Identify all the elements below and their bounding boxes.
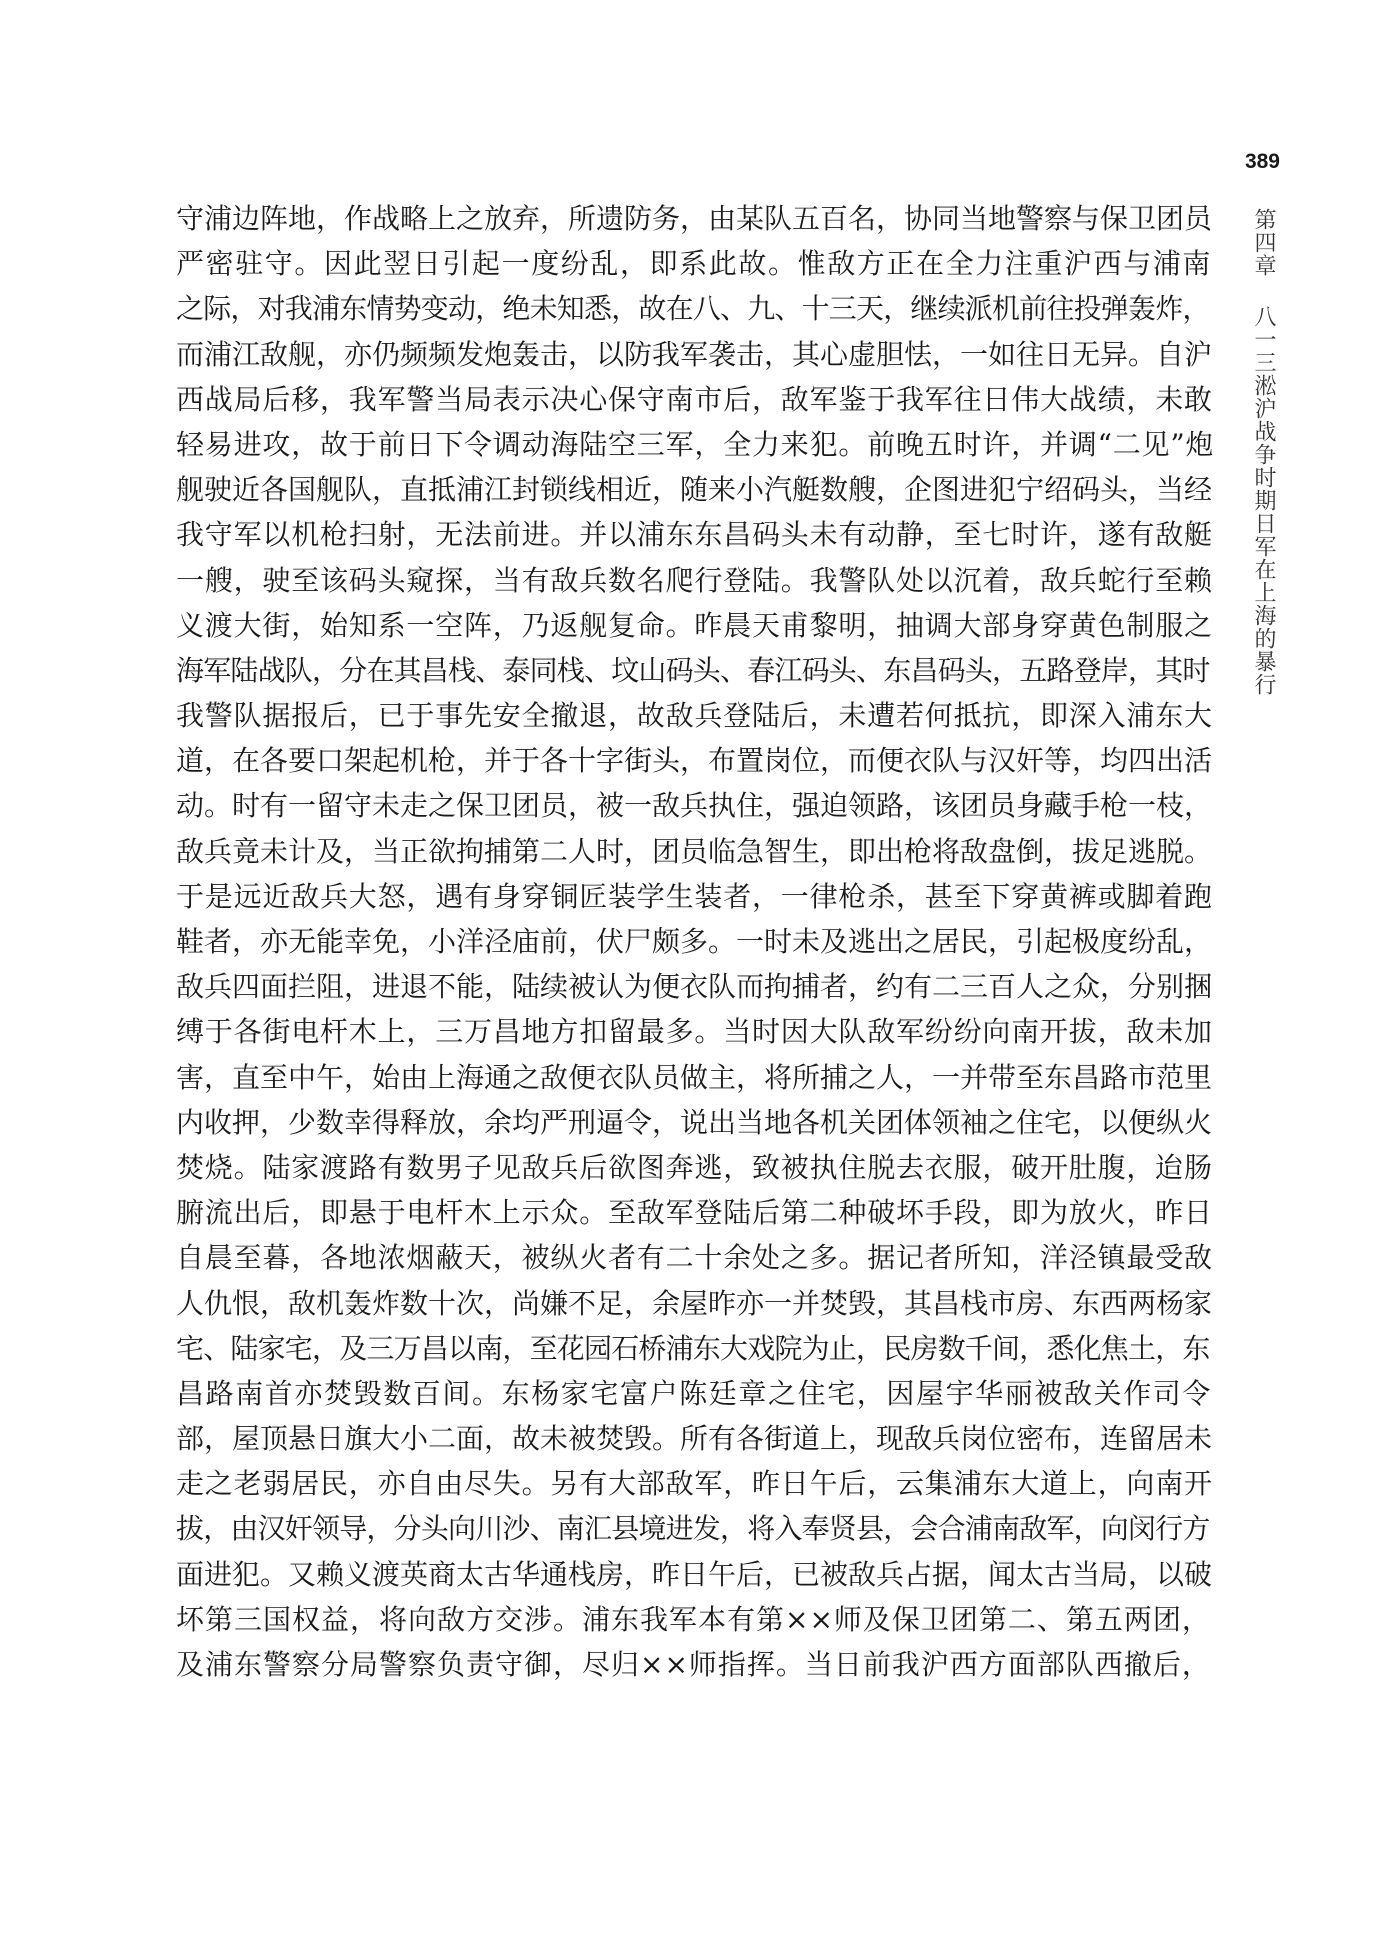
- text-line: 敌兵四面拦阻，进退不能，陆续被认为便衣队而拘捕者，约有二三百人之众，分别捆: [176, 970, 1213, 1004]
- text-line: 动。时有一留守未走之保卫团员，被一敌兵执住，强迫领路，该团员身藏手枪一枝，: [176, 789, 1213, 823]
- text-line: 敌兵竟未计及，当正欲拘捕第二人时，团员临急智生，即出枪将敌盘倒，拔足逃脱。: [176, 834, 1213, 868]
- running-head: [1238, 208, 1278, 696]
- text-line: 我警队据报后，已于事先安全撤退，故敌兵登陆后，未遭若何抵抗，即深入浦东大: [176, 699, 1213, 733]
- text-line: 及浦东警察分局警察负责守御，尽归××师指挥。当日前我沪西方面部队西撤后，: [176, 1648, 1211, 1681]
- text-line: 自晨至暮，各地浓烟蔽天，被纵火者有二十余处之多。据记者所知，洋泾镇最受敌: [176, 1241, 1213, 1275]
- body-text: [176, 196, 1216, 1687]
- text-line: 守浦边阵地，作战略上之放弃，所遗防务，由某队五百名，协同当地警察与保卫团员: [176, 202, 1213, 235]
- text-line: 部，屋顶悬日旗大小二面，故未被焚毁。所有各街道上，现敌兵岗位密布，连留居未: [176, 1422, 1213, 1456]
- chapter-label: 第四章: [1251, 208, 1276, 277]
- text-line: 内收押，少数幸得释放，余均严刑逼令，说出当地各机关团体领袖之住宅，以便纵火: [176, 1105, 1213, 1139]
- text-line: 昌路南首亦焚毁数百间。东杨家宅富户陈廷章之住宅，因屋宇华丽被敌关作司令: [176, 1376, 1213, 1410]
- text-line: 腑流出后，即悬于电杆木上示众。至敌军登陆后第二种破坏手段，即为放火，昨日: [176, 1196, 1213, 1230]
- text-line: 而浦江敌舰，亦仍频频发炮轰击，以防我军袭击，其心虚胆怯，一如往日无异。自沪: [176, 337, 1213, 371]
- text-line: 之际，对我浦东情势变动，绝未知悉，故在八、九、十三天，继续派机前往投弹轰炸，: [176, 292, 1210, 326]
- text-line: 一艘，驶至该码头窥探，当有敌兵数名爬行登陆。我警队处以沉着，敌兵蛇行至赖: [176, 563, 1213, 597]
- text-line: 拔，由汉奸领导，分头向川沙、南汇县境进发，将入奉贤县，会合浦南敌军，向闵行方: [176, 1512, 1210, 1546]
- text-line: 严密驻守。因此翌日引起一度纷乱，即系此故。惟敌方正在全力注重沪西与浦南: [176, 247, 1213, 281]
- text-line: 我守军以机枪扫射，无法前进。并以浦东东昌码头未有动静，至七时许，遂有敌艇: [176, 518, 1213, 552]
- text-line: 走之老弱居民，亦自由尽失。另有大部敌军，昨日午后，云集浦东大道上，向南开: [176, 1467, 1213, 1501]
- text-line: 宅、陆家宅，及三万昌以南，至花园石桥浦东大戏院为止，民房数千间，悉化焦土，东: [176, 1331, 1210, 1365]
- text-line: 缚于各街电杆木上，三万昌地方扣留最多。当时因大队敌军纷纷向南开拔，敌未加: [176, 1015, 1213, 1049]
- text-line: 海军陆战队，分在其昌栈、泰同栈、坟山码头、春江码头、东昌码头，五路登岸，其时: [176, 653, 1210, 687]
- text-line: 焚烧。陆家渡路有数男子见敌兵后欲图奔逃，致被执住脱去衣服，破开肚腹，迨肠: [176, 1150, 1213, 1184]
- text-line: 鞋者，亦无能幸免，小洋泾庙前，伏尸颇多。一时未及逃出之居民，引起极度纷乱，: [176, 925, 1213, 958]
- text-line: 面进犯。又赖义渡英商太古华通栈房，昨日午后，已被敌兵占据，闻太古当局，以破: [176, 1557, 1213, 1591]
- page-number: 389: [1244, 150, 1280, 173]
- text-line: 西战局后移，我军警当局表示决心保守南市后，敌军鉴于我军往日伟大战绩，未敢: [176, 382, 1213, 416]
- section-title: 八一三淞沪战争时期日军在上海的暴行: [1251, 305, 1276, 696]
- text-line: 坏第三国权益，将向敌方交涉。浦东我军本有第××师及保卫团第二、第五两团，: [176, 1602, 1211, 1636]
- text-line: 义渡大街，始知系一空阵，乃返舰复命。昨晨天甫黎明，抽调大部身穿黄色制服之: [176, 608, 1213, 642]
- text-line: 轻易进攻，故于前日下令调动海陆空三军，全力来犯。前晚五时许，并调“二见”炮: [176, 427, 1215, 461]
- text-line: 于是远近敌兵大怒，遇有身穿铜匠装学生装者，一律枪杀，甚至下穿黄裤或脚着跑: [176, 879, 1213, 913]
- text-line: 人仇恨，敌机轰炸数十次，尚嫌不足，余屋昨亦一并焚毁，其昌栈市房、东西两杨家: [176, 1286, 1213, 1320]
- text-line: 害，直至中午，始由上海通之敌便衣队员做主，将所捕之人，一并带至东昌路市范里: [176, 1060, 1213, 1094]
- text-line: 舰驶近各国舰队，直抵浦江封锁线相近，随来小汽艇数艘，企图进犯宁绍码头，当经: [176, 473, 1213, 507]
- text-line: 道，在各要口架起机枪，并于各十字街头，布置岗位，而便衣队与汉奸等，均四出活: [176, 744, 1213, 778]
